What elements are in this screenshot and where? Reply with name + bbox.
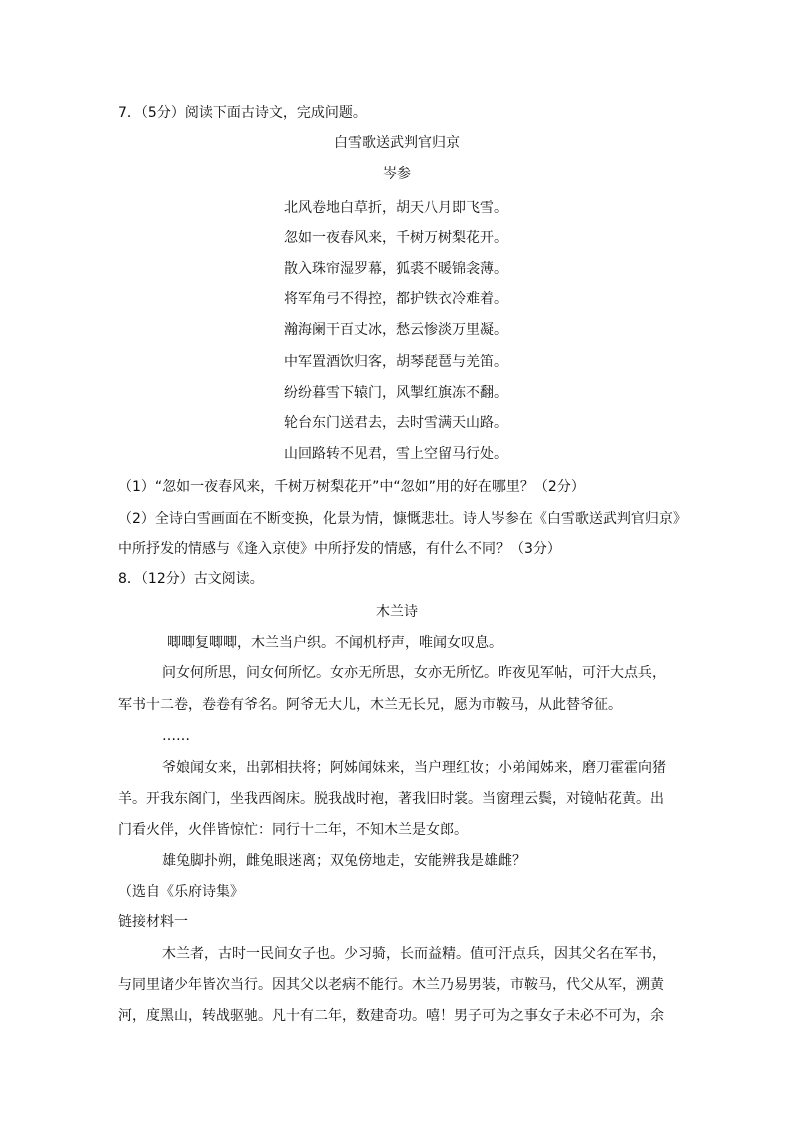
q8-text-line: 唧唧复唧唧，木兰当户织。不闻机杼声，唯闻女叹息。 bbox=[167, 635, 503, 651]
link-material-title: 链接材料一 bbox=[118, 914, 188, 930]
q8-text-line: 雄兔脚扑朔，雌兔眼迷离；双兔傍地走，安能辨我是雄雌？ bbox=[162, 853, 526, 869]
q8-text-line: 爷娘闻女来，出郭相扶将；阿姊闻妹来，当户理红妆；小弟闻姊来，磨刀霍霍向猪 bbox=[162, 760, 666, 776]
poem-line: 瀚海阑干百丈冰，愁云惨淡万里凝。 bbox=[284, 322, 508, 338]
q8-header: 8．（12分）古文阅读。 bbox=[118, 571, 264, 587]
link-material-line: 河，度黑山，转战驱驰。凡十有二年，数建奇功。嘻！男子可为之事女子未必不可为，余 bbox=[118, 1008, 664, 1024]
q8-text-line: 门看火伴，火伴皆惊忙：同行十二年，不知木兰是女郎。 bbox=[118, 822, 468, 838]
q8-source: （选自《乐府诗集》 bbox=[118, 884, 244, 900]
poem-line: 纷纷暮雪下辕门，风掣红旗冻不翻。 bbox=[284, 385, 508, 401]
q8-text-line: 军书十二卷，卷卷有爷名。阿爷无大儿，木兰无长兄，愿为市鞍马，从此替爷征。 bbox=[118, 697, 622, 713]
poem-line: 山回路转不见君，雪上空留马行处。 bbox=[284, 446, 508, 462]
poem-title: 白雪歌送武判官归京 bbox=[334, 135, 460, 151]
poem-line: 北风卷地白草折，胡天八月即飞雪。 bbox=[284, 200, 508, 216]
q8-text-line: 羊。开我东阁门，坐我西阁床。脱我战时袍，著我旧时裳。当窗理云鬓，对镜帖花黄。出 bbox=[118, 791, 664, 807]
q8-ellipsis: …… bbox=[162, 728, 190, 744]
poem-line: 轮台东门送君去，去时雪满天山路。 bbox=[284, 415, 508, 431]
q7-header: 7．（5分）阅读下面古诗文，完成问题。 bbox=[118, 105, 367, 121]
poem-line: 将军角弓不得控，都护铁衣冷难着。 bbox=[284, 291, 508, 307]
q7-sub-question-2: （2）全诗白雪画面在不断变换，化景为情，慷慨悲壮。诗人岑参在《白雪歌送武判官归京》 bbox=[118, 511, 687, 527]
link-material-line: 与同里诸少年皆次当行。因其父以老病不能行。木兰乃易男装，市鞍马，代父从军，溯黄 bbox=[118, 977, 664, 993]
poem-line: 中军置酒饮归客，胡琴琵琶与羌笛。 bbox=[284, 354, 508, 370]
q7-sub-question-2-cont: 中所抒发的情感与《逢入京使》中所抒发的情感，有什么不同？（3分） bbox=[118, 541, 561, 557]
poem-author: 岑参 bbox=[383, 166, 411, 182]
poem-line: 忽如一夜春风来，千树万树梨花开。 bbox=[284, 230, 508, 246]
poem-line: 散入珠帘湿罗幕，狐裘不暖锦衾薄。 bbox=[284, 261, 508, 277]
link-material-line: 木兰者，古时一民间女子也。少习骑，长而益精。值可汗点兵，因其父名在军书， bbox=[162, 946, 666, 962]
q7-sub-question-1: （1）“忽如一夜春风来，千树万树梨花开”中“忽如”用的好在哪里？（2分） bbox=[118, 479, 585, 495]
q8-title: 木兰诗 bbox=[376, 604, 418, 620]
q8-text-line: 问女何所思，问女何所忆。女亦无所思，女亦无所忆。昨夜见军帖，可汗大点兵， bbox=[162, 665, 666, 681]
